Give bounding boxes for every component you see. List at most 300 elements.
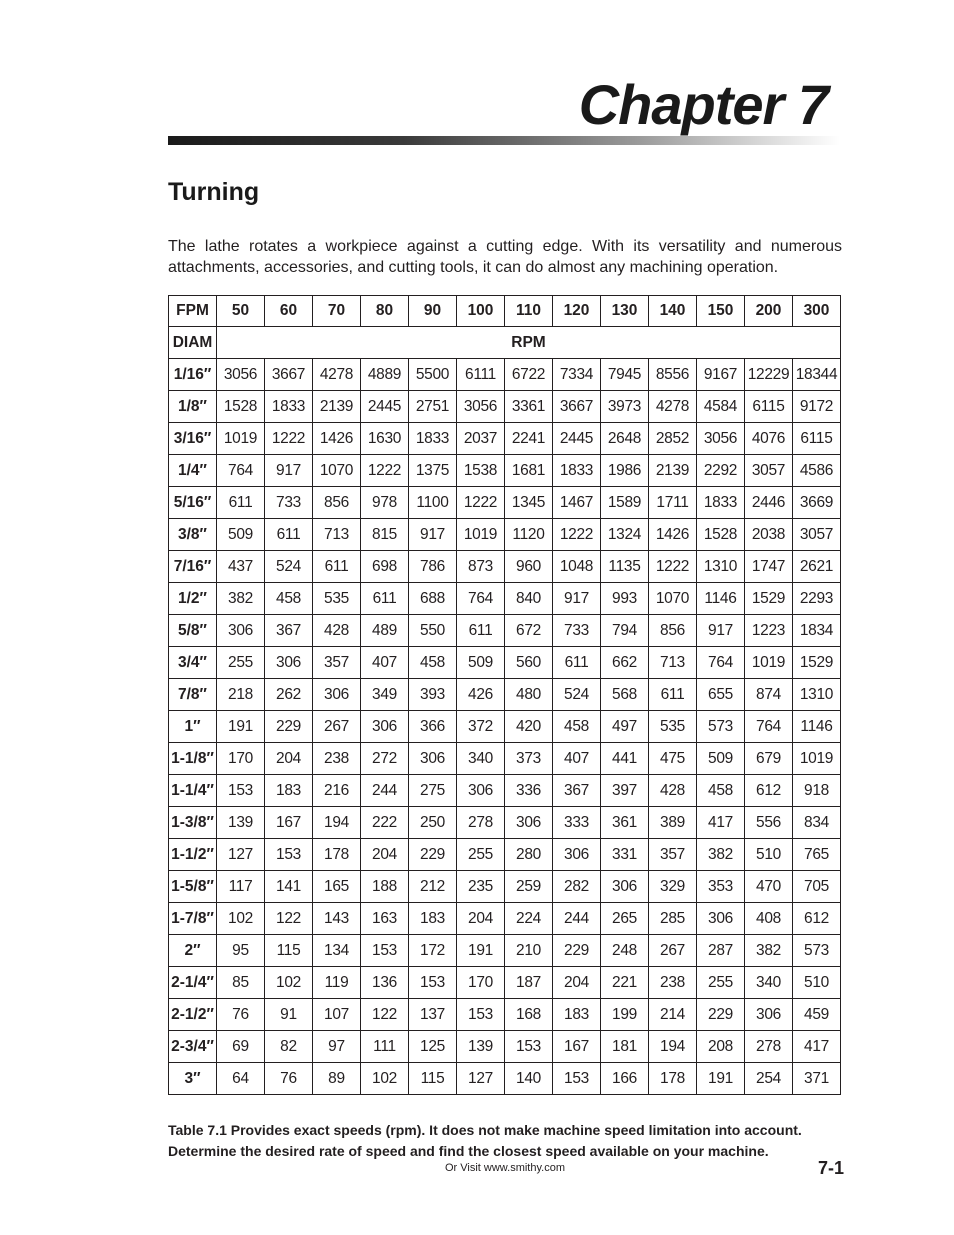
rpm-value-cell: 5500 [409, 359, 457, 391]
rpm-value-cell: 102 [265, 967, 313, 999]
rpm-value-cell: 713 [313, 519, 361, 551]
rpm-value-cell: 97 [313, 1031, 361, 1063]
rpm-value-cell: 407 [361, 647, 409, 679]
table-row [169, 679, 841, 711]
rpm-value-cell: 458 [553, 711, 601, 743]
rpm-value-cell: 2445 [553, 423, 601, 455]
fpm-header-cell: 60 [265, 296, 313, 327]
rpm-value-cell: 267 [313, 711, 361, 743]
rpm-value-cell: 733 [265, 487, 313, 519]
rpm-value-cell: 524 [553, 679, 601, 711]
rpm-value-cell: 119 [313, 967, 361, 999]
diameter-cell: 1-1/2″ [169, 839, 217, 871]
rpm-value-cell: 2293 [793, 583, 841, 615]
rpm-value-cell: 278 [745, 1031, 793, 1063]
diameter-cell: 1/4″ [169, 455, 217, 487]
rpm-value-cell: 371 [793, 1063, 841, 1095]
rpm-value-cell: 568 [601, 679, 649, 711]
rpm-value-cell: 428 [649, 775, 697, 807]
rpm-value-cell: 272 [361, 743, 409, 775]
rpm-value-cell: 9167 [697, 359, 745, 391]
rpm-value-cell: 4278 [313, 359, 361, 391]
rpm-value-cell: 1528 [697, 519, 745, 551]
caption-line-2: Determine the desired rate of speed and find the closest speed available on your machine. [168, 1143, 769, 1159]
rpm-value-cell: 1222 [457, 487, 505, 519]
rpm-value-cell: 611 [361, 583, 409, 615]
rpm-value-cell: 510 [793, 967, 841, 999]
rpm-value-cell: 170 [457, 967, 505, 999]
rpm-value-cell: 122 [361, 999, 409, 1031]
table-row [169, 871, 841, 903]
chapter-title: Chapter 7 [578, 73, 828, 136]
rpm-value-cell: 170 [217, 743, 265, 775]
rpm-value-cell: 163 [361, 903, 409, 935]
rpm-value-cell: 1426 [649, 519, 697, 551]
rpm-value-cell: 856 [313, 487, 361, 519]
rpm-value-cell: 1833 [553, 455, 601, 487]
rpm-value-cell: 244 [553, 903, 601, 935]
rpm-value-cell: 306 [409, 743, 457, 775]
rpm-value-cell: 210 [505, 935, 553, 967]
rpm-value-cell: 216 [313, 775, 361, 807]
rpm-value-cell: 556 [745, 807, 793, 839]
rpm-value-cell: 136 [361, 967, 409, 999]
rpm-value-cell: 366 [409, 711, 457, 743]
rpm-value-cell: 382 [217, 583, 265, 615]
rpm-value-cell: 278 [457, 807, 505, 839]
footer-website: Or Visit www.smithy.com [445, 1162, 565, 1174]
rpm-value-cell: 340 [457, 743, 505, 775]
diameter-cell: 1-5/8″ [169, 871, 217, 903]
rpm-value-cell: 611 [313, 551, 361, 583]
rpm-value-cell: 168 [505, 999, 553, 1031]
diam-rpm-row [169, 327, 841, 359]
rpm-value-cell: 1048 [553, 551, 601, 583]
rpm-value-cell: 1630 [361, 423, 409, 455]
rpm-value-cell: 306 [697, 903, 745, 935]
rpm-value-cell: 1528 [217, 391, 265, 423]
table-row [169, 391, 841, 423]
rpm-value-cell: 1146 [793, 711, 841, 743]
rpm-value-cell: 560 [505, 647, 553, 679]
rpm-value-cell: 535 [649, 711, 697, 743]
rpm-value-cell: 1833 [265, 391, 313, 423]
rpm-value-cell: 349 [361, 679, 409, 711]
rpm-value-cell: 357 [313, 647, 361, 679]
rpm-value-cell: 1019 [745, 647, 793, 679]
rpm-value-cell: 183 [553, 999, 601, 1031]
rpm-value-cell: 18344 [793, 359, 841, 391]
table-row [169, 551, 841, 583]
rpm-value-cell: 458 [697, 775, 745, 807]
table-row [169, 967, 841, 999]
table-row [169, 1063, 841, 1095]
fpm-header-cell: 130 [601, 296, 649, 327]
rpm-value-cell: 655 [697, 679, 745, 711]
rpm-value-cell: 1019 [793, 743, 841, 775]
rpm-value-cell: 222 [361, 807, 409, 839]
rpm-value-cell: 393 [409, 679, 457, 711]
rpm-value-cell: 1375 [409, 455, 457, 487]
rpm-value-cell: 122 [265, 903, 313, 935]
rpm-value-cell: 218 [217, 679, 265, 711]
rpm-value-cell: 815 [361, 519, 409, 551]
rpm-value-cell: 91 [265, 999, 313, 1031]
rpm-value-cell: 978 [361, 487, 409, 519]
rpm-value-cell: 259 [505, 871, 553, 903]
rpm-value-cell: 229 [553, 935, 601, 967]
rpm-value-cell: 12229 [745, 359, 793, 391]
rpm-value-cell: 127 [457, 1063, 505, 1095]
rpm-value-cell: 417 [793, 1031, 841, 1063]
rpm-value-cell: 229 [409, 839, 457, 871]
table-row [169, 359, 841, 391]
rpm-value-cell: 1711 [649, 487, 697, 519]
fpm-header-cell: 150 [697, 296, 745, 327]
rpm-value-cell: 535 [313, 583, 361, 615]
rpm-value-cell: 336 [505, 775, 553, 807]
rpm-value-cell: 1529 [745, 583, 793, 615]
rpm-value-cell: 153 [409, 967, 457, 999]
rpm-value-cell: 573 [697, 711, 745, 743]
rpm-value-cell: 550 [409, 615, 457, 647]
rpm-value-cell: 102 [217, 903, 265, 935]
rpm-value-cell: 3669 [793, 487, 841, 519]
rpm-value-cell: 611 [649, 679, 697, 711]
rpm-value-cell: 229 [697, 999, 745, 1031]
rpm-value-cell: 244 [361, 775, 409, 807]
rpm-value-cell: 265 [601, 903, 649, 935]
rpm-value-cell: 918 [793, 775, 841, 807]
rpm-value-cell: 470 [745, 871, 793, 903]
rpm-value-cell: 733 [553, 615, 601, 647]
rpm-value-cell: 199 [601, 999, 649, 1031]
rpm-value-cell: 127 [217, 839, 265, 871]
diameter-cell: 7/16″ [169, 551, 217, 583]
rpm-value-cell: 238 [313, 743, 361, 775]
page-number: 7-1 [818, 1158, 845, 1178]
rpm-value-cell: 1833 [697, 487, 745, 519]
table-row [169, 487, 841, 519]
rpm-value-cell: 306 [601, 871, 649, 903]
rpm-value-cell: 611 [553, 647, 601, 679]
rpm-value-cell: 255 [457, 839, 505, 871]
rpm-value-cell: 993 [601, 583, 649, 615]
rpm-value-cell: 480 [505, 679, 553, 711]
rpm-value-cell: 1426 [313, 423, 361, 455]
rpm-value-cell: 254 [745, 1063, 793, 1095]
diameter-cell: 2-3/4″ [169, 1031, 217, 1063]
rpm-value-cell: 153 [217, 775, 265, 807]
table-row [169, 647, 841, 679]
rpm-value-cell: 143 [313, 903, 361, 935]
rpm-value-cell: 764 [457, 583, 505, 615]
rpm-value-cell: 840 [505, 583, 553, 615]
rpm-value-cell: 3667 [265, 359, 313, 391]
rpm-value-cell: 1345 [505, 487, 553, 519]
rpm-value-cell: 382 [745, 935, 793, 967]
rpm-value-cell: 353 [697, 871, 745, 903]
table-row [169, 775, 841, 807]
fpm-header-cell: 80 [361, 296, 409, 327]
rpm-value-cell: 389 [649, 807, 697, 839]
rpm-value-cell: 4889 [361, 359, 409, 391]
fpm-header-cell: 50 [217, 296, 265, 327]
rpm-value-cell: 137 [409, 999, 457, 1031]
rpm-value-cell: 408 [745, 903, 793, 935]
rpm-value-cell: 873 [457, 551, 505, 583]
rpm-value-cell: 1467 [553, 487, 601, 519]
fpm-header-cell: 90 [409, 296, 457, 327]
rpm-value-cell: 2648 [601, 423, 649, 455]
rpm-value-cell: 2852 [649, 423, 697, 455]
rpm-value-cell: 2445 [361, 391, 409, 423]
diameter-cell: 1/8″ [169, 391, 217, 423]
rpm-value-cell: 1538 [457, 455, 505, 487]
table-row [169, 903, 841, 935]
rpm-value-cell: 306 [553, 839, 601, 871]
rpm-value-cell: 139 [217, 807, 265, 839]
rpm-value-cell: 1986 [601, 455, 649, 487]
rpm-value-cell: 6111 [457, 359, 505, 391]
rpm-value-cell: 1222 [265, 423, 313, 455]
rpm-value-cell: 89 [313, 1063, 361, 1095]
rpm-value-cell: 1222 [649, 551, 697, 583]
rpm-value-cell: 306 [361, 711, 409, 743]
rpm-value-cell: 255 [697, 967, 745, 999]
rpm-value-cell: 397 [601, 775, 649, 807]
rpm-value-cell: 267 [649, 935, 697, 967]
rpm-value-cell: 1070 [313, 455, 361, 487]
rpm-value-cell: 786 [409, 551, 457, 583]
diameter-cell: 1/2″ [169, 583, 217, 615]
rpm-value-cell: 1070 [649, 583, 697, 615]
rpm-value-cell: 76 [217, 999, 265, 1031]
diameter-cell: 7/8″ [169, 679, 217, 711]
rpm-value-cell: 1019 [217, 423, 265, 455]
diameter-cell: 2-1/4″ [169, 967, 217, 999]
fpm-header-cell: 100 [457, 296, 505, 327]
rpm-value-cell: 204 [361, 839, 409, 871]
rpm-value-cell: 917 [409, 519, 457, 551]
rpm-value-cell: 275 [409, 775, 457, 807]
rpm-value-cell: 194 [649, 1031, 697, 1063]
table-row [169, 583, 841, 615]
rpm-value-cell: 698 [361, 551, 409, 583]
rpm-value-cell: 3973 [601, 391, 649, 423]
rpm-value-cell: 204 [265, 743, 313, 775]
rpm-value-cell: 287 [697, 935, 745, 967]
rpm-value-cell: 64 [217, 1063, 265, 1095]
rpm-value-cell: 208 [697, 1031, 745, 1063]
rpm-value-cell: 125 [409, 1031, 457, 1063]
rpm-value-cell: 459 [793, 999, 841, 1031]
rpm-value-cell: 794 [601, 615, 649, 647]
rpm-value-cell: 95 [217, 935, 265, 967]
rpm-value-cell: 3057 [745, 455, 793, 487]
rpm-value-cell: 69 [217, 1031, 265, 1063]
fpm-header-cell: 110 [505, 296, 553, 327]
rpm-value-cell: 7945 [601, 359, 649, 391]
diameter-cell: 1-7/8″ [169, 903, 217, 935]
rpm-value-cell: 329 [649, 871, 697, 903]
rpm-value-cell: 2139 [649, 455, 697, 487]
rpm-value-cell: 117 [217, 871, 265, 903]
table-row [169, 999, 841, 1031]
rpm-value-cell: 4278 [649, 391, 697, 423]
rpm-value-cell: 428 [313, 615, 361, 647]
rpm-value-cell: 166 [601, 1063, 649, 1095]
fpm-header-row [169, 296, 841, 327]
rpm-value-cell: 181 [601, 1031, 649, 1063]
section-heading: Turning [168, 178, 260, 206]
rpm-value-cell: 1324 [601, 519, 649, 551]
diameter-cell: 3/16″ [169, 423, 217, 455]
rpm-value-cell: 331 [601, 839, 649, 871]
rpm-value-cell: 856 [649, 615, 697, 647]
rpm-value-cell: 3361 [505, 391, 553, 423]
rpm-value-cell: 9172 [793, 391, 841, 423]
rpm-value-cell: 611 [265, 519, 313, 551]
rpm-value-cell: 367 [265, 615, 313, 647]
rpm-value-cell: 255 [217, 647, 265, 679]
rpm-value-cell: 306 [457, 775, 505, 807]
rpm-value-cell: 139 [457, 1031, 505, 1063]
cutting-speed-table [168, 295, 841, 1095]
fpm-header-cell: 200 [745, 296, 793, 327]
rpm-value-cell: 140 [505, 1063, 553, 1095]
rpm-value-cell: 280 [505, 839, 553, 871]
rpm-value-cell: 194 [313, 807, 361, 839]
rpm-value-cell: 6722 [505, 359, 553, 391]
rpm-value-cell: 672 [505, 615, 553, 647]
rpm-value-cell: 765 [793, 839, 841, 871]
rpm-value-cell: 612 [793, 903, 841, 935]
rpm-value-cell: 4586 [793, 455, 841, 487]
rpm-value-cell: 178 [649, 1063, 697, 1095]
table-row [169, 711, 841, 743]
table-row [169, 615, 841, 647]
rpm-value-cell: 2621 [793, 551, 841, 583]
rpm-value-cell: 153 [505, 1031, 553, 1063]
rpm-value-cell: 102 [361, 1063, 409, 1095]
rpm-value-cell: 183 [265, 775, 313, 807]
rpm-value-cell: 441 [601, 743, 649, 775]
rpm-value-cell: 178 [313, 839, 361, 871]
rpm-value-cell: 764 [217, 455, 265, 487]
rpm-value-cell: 235 [457, 871, 505, 903]
diameter-cell: 3/8″ [169, 519, 217, 551]
rpm-value-cell: 248 [601, 935, 649, 967]
rpm-value-cell: 204 [553, 967, 601, 999]
rpm-value-cell: 85 [217, 967, 265, 999]
rpm-value-cell: 705 [793, 871, 841, 903]
rpm-value-cell: 373 [505, 743, 553, 775]
rpm-value-cell: 8556 [649, 359, 697, 391]
table-row [169, 519, 841, 551]
rpm-value-cell: 2139 [313, 391, 361, 423]
table-row [169, 935, 841, 967]
rpm-value-cell: 1223 [745, 615, 793, 647]
diameter-cell: 3/4″ [169, 647, 217, 679]
rpm-value-cell: 4076 [745, 423, 793, 455]
rpm-value-cell: 917 [265, 455, 313, 487]
diameter-cell: 2″ [169, 935, 217, 967]
rpm-value-cell: 191 [457, 935, 505, 967]
rpm-value-cell: 4584 [697, 391, 745, 423]
rpm-value-cell: 834 [793, 807, 841, 839]
rpm-value-cell: 306 [217, 615, 265, 647]
rpm-value-cell: 1222 [361, 455, 409, 487]
table-body [169, 359, 841, 1095]
rpm-value-cell: 1747 [745, 551, 793, 583]
diameter-cell: 1-3/8″ [169, 807, 217, 839]
rpm-value-cell: 2037 [457, 423, 505, 455]
rpm-value-cell: 1310 [697, 551, 745, 583]
rpm-value-cell: 6115 [793, 423, 841, 455]
rpm-value-cell: 333 [553, 807, 601, 839]
diameter-cell: 1-1/4″ [169, 775, 217, 807]
rpm-value-cell: 141 [265, 871, 313, 903]
rpm-value-cell: 2241 [505, 423, 553, 455]
rpm-value-cell: 2292 [697, 455, 745, 487]
rpm-value-cell: 107 [313, 999, 361, 1031]
rpm-value-cell: 573 [793, 935, 841, 967]
rpm-value-cell: 153 [553, 1063, 601, 1095]
rpm-value-cell: 115 [409, 1063, 457, 1095]
rpm-value-cell: 713 [649, 647, 697, 679]
diam-label: DIAM [169, 327, 217, 359]
rpm-value-cell: 764 [697, 647, 745, 679]
rpm-value-cell: 688 [409, 583, 457, 615]
table-row [169, 839, 841, 871]
rpm-value-cell: 917 [553, 583, 601, 615]
rpm-value-cell: 917 [697, 615, 745, 647]
rpm-value-cell: 1146 [697, 583, 745, 615]
rpm-value-cell: 306 [313, 679, 361, 711]
diameter-cell: 1″ [169, 711, 217, 743]
fpm-header-cell: 300 [793, 296, 841, 327]
fpm-header-cell: 140 [649, 296, 697, 327]
rpm-value-cell: 458 [409, 647, 457, 679]
rpm-value-cell: 224 [505, 903, 553, 935]
rpm-value-cell: 3056 [697, 423, 745, 455]
intro-paragraph: The lathe rotates a workpiece against a cutting edge. With its versatility and numerous attachments, accessories, and cutting tools, it can do almost any machining operation. [168, 238, 842, 276]
fpm-corner-label: FPM [169, 296, 217, 327]
rpm-value-cell: 111 [361, 1031, 409, 1063]
rpm-value-cell: 426 [457, 679, 505, 711]
rpm-value-cell: 764 [745, 711, 793, 743]
rpm-label: RPM [217, 327, 841, 359]
rpm-value-cell: 874 [745, 679, 793, 711]
rpm-value-cell: 679 [745, 743, 793, 775]
rpm-value-cell: 3056 [457, 391, 505, 423]
rpm-value-cell: 1310 [793, 679, 841, 711]
table-row [169, 1031, 841, 1063]
table-row [169, 807, 841, 839]
diameter-cell: 1/16″ [169, 359, 217, 391]
rpm-value-cell: 340 [745, 967, 793, 999]
rpm-value-cell: 82 [265, 1031, 313, 1063]
rpm-value-cell: 662 [601, 647, 649, 679]
rpm-value-cell: 153 [265, 839, 313, 871]
table-caption [168, 1120, 858, 1162]
rpm-value-cell: 1834 [793, 615, 841, 647]
rpm-value-cell: 188 [361, 871, 409, 903]
rpm-value-cell: 1681 [505, 455, 553, 487]
rpm-value-cell: 172 [409, 935, 457, 967]
rpm-value-cell: 509 [217, 519, 265, 551]
